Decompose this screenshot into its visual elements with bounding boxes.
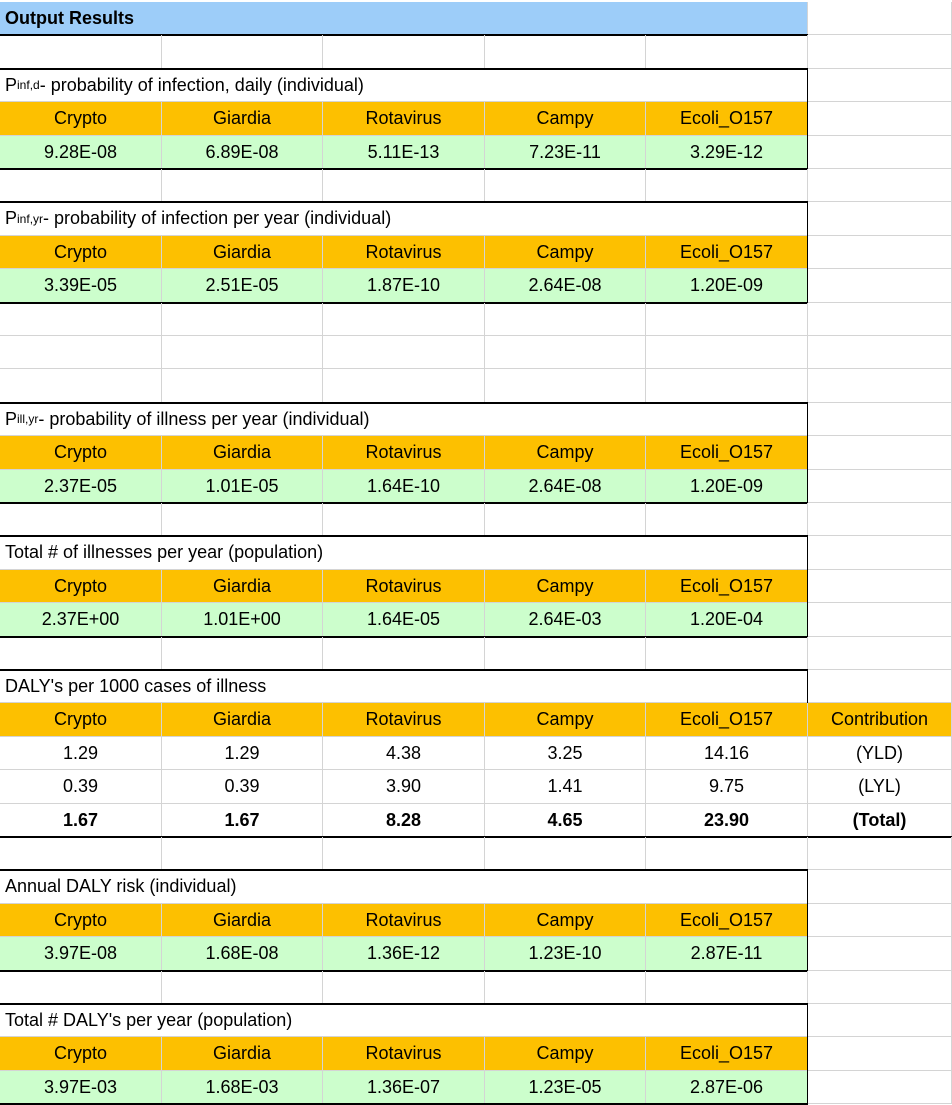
- daly-value-cell[interactable]: 3.90: [323, 770, 485, 804]
- empty-cell[interactable]: [0, 503, 162, 536]
- empty-cell[interactable]: [808, 35, 952, 69]
- pathogen-header[interactable]: Giardia: [162, 570, 323, 603]
- value-cell[interactable]: 5.11E-13: [323, 136, 485, 169]
- value-cell[interactable]: 1.20E-09: [646, 470, 808, 503]
- pathogen-header[interactable]: Giardia: [162, 436, 323, 470]
- section-label[interactable]: [0, 69, 808, 102]
- empty-cell[interactable]: [323, 503, 485, 536]
- value-cell[interactable]: 7.23E-11: [485, 136, 646, 169]
- pathogen-header[interactable]: Crypto: [0, 1037, 162, 1071]
- value-cell[interactable]: 1.36E-12: [323, 937, 485, 971]
- empty-cell[interactable]: [485, 336, 646, 369]
- pathogen-header[interactable]: Campy: [485, 570, 646, 603]
- empty-cell[interactable]: [808, 503, 952, 536]
- value-cell[interactable]: 2.87E-06: [646, 1071, 808, 1104]
- section-label-text: - probability of illness per year (individual): [38, 408, 370, 429]
- value-cell[interactable]: 2.64E-08: [485, 470, 646, 503]
- empty-cell[interactable]: [808, 603, 952, 637]
- empty-cell[interactable]: [808, 536, 952, 570]
- section-label[interactable]: DALY's per 1000 cases of illness: [0, 670, 808, 703]
- value-cell[interactable]: 3.29E-12: [646, 136, 808, 169]
- empty-cell[interactable]: [646, 169, 808, 202]
- value-cell[interactable]: 1.68E-08: [162, 937, 323, 971]
- empty-cell[interactable]: [808, 904, 952, 937]
- empty-cell[interactable]: [646, 971, 808, 1004]
- daly-value-cell[interactable]: 1.41: [485, 770, 646, 804]
- daly-value-cell[interactable]: 9.75: [646, 770, 808, 804]
- value-cell[interactable]: 6.89E-08: [162, 136, 323, 169]
- pathogen-header[interactable]: Ecoli_O157: [646, 102, 808, 136]
- empty-cell[interactable]: [0, 35, 162, 69]
- empty-cell[interactable]: [808, 436, 952, 470]
- table-border: [807, 869, 808, 971]
- empty-cell[interactable]: [323, 837, 485, 870]
- pathogen-header[interactable]: Rotavirus: [323, 703, 485, 737]
- table-border: [807, 535, 808, 637]
- section-label-subscript: inf,d: [17, 78, 40, 92]
- section-label-subscript: inf,yr: [17, 211, 44, 226]
- empty-cell[interactable]: [485, 169, 646, 202]
- value-cell[interactable]: 3.97E-03: [0, 1071, 162, 1104]
- empty-cell[interactable]: [646, 369, 808, 403]
- pathogen-header[interactable]: Rotavirus: [323, 1037, 485, 1071]
- daly-value-cell[interactable]: 1.67: [162, 804, 323, 837]
- empty-cell[interactable]: [162, 837, 323, 870]
- table-border: [807, 669, 808, 703]
- empty-cell[interactable]: [323, 303, 485, 336]
- pathogen-header[interactable]: Campy: [485, 703, 646, 737]
- value-cell[interactable]: 3.39E-05: [0, 269, 162, 303]
- pathogen-header[interactable]: Campy: [485, 904, 646, 937]
- empty-cell[interactable]: [0, 336, 162, 369]
- section-label-main: Total # of illnesses per year (population): [5, 542, 324, 562]
- table-border: [0, 869, 808, 871]
- pathogen-header[interactable]: Campy: [485, 436, 646, 470]
- empty-cell[interactable]: [808, 1004, 952, 1037]
- pathogen-header[interactable]: Ecoli_O157: [646, 236, 808, 269]
- section-label[interactable]: [0, 202, 808, 236]
- empty-cell[interactable]: [485, 837, 646, 870]
- empty-cell[interactable]: [808, 670, 952, 703]
- value-cell[interactable]: 1.23E-05: [485, 1071, 646, 1104]
- empty-cell[interactable]: [808, 69, 952, 102]
- pathogen-header[interactable]: Crypto: [0, 236, 162, 269]
- section-label-subscript: ill,yr: [17, 412, 39, 426]
- value-cell[interactable]: 9.28E-08: [0, 136, 162, 169]
- section-label-main: P: [5, 208, 18, 228]
- empty-cell[interactable]: [808, 403, 952, 436]
- empty-cell[interactable]: [808, 369, 952, 403]
- empty-cell[interactable]: [808, 102, 952, 136]
- section-label-main: P: [5, 408, 18, 429]
- empty-cell[interactable]: [808, 837, 952, 870]
- empty-cell[interactable]: [0, 637, 162, 670]
- empty-cell[interactable]: [646, 35, 808, 69]
- pathogen-header[interactable]: Ecoli_O157: [646, 1037, 808, 1071]
- table-border: [0, 1003, 808, 1005]
- daly-value-cell[interactable]: 8.28: [323, 804, 485, 837]
- value-cell[interactable]: 3.97E-08: [0, 937, 162, 971]
- section-label[interactable]: Annual DALY risk (individual): [0, 870, 808, 904]
- table-border: [807, 68, 808, 169]
- pathogen-header[interactable]: Ecoli_O157: [646, 436, 808, 470]
- empty-cell[interactable]: [162, 169, 323, 202]
- empty-cell[interactable]: [162, 336, 323, 369]
- value-cell[interactable]: 2.87E-11: [646, 937, 808, 971]
- empty-cell[interactable]: [0, 303, 162, 336]
- pathogen-header[interactable]: Crypto: [0, 436, 162, 470]
- empty-cell[interactable]: [808, 269, 952, 303]
- empty-cell[interactable]: [808, 870, 952, 904]
- empty-cell[interactable]: [323, 35, 485, 69]
- pathogen-header[interactable]: Campy: [485, 1037, 646, 1071]
- pathogen-header[interactable]: Crypto: [0, 102, 162, 136]
- pathogen-header[interactable]: Rotavirus: [323, 436, 485, 470]
- empty-cell[interactable]: [646, 637, 808, 670]
- pathogen-header[interactable]: Crypto: [0, 703, 162, 737]
- contribution-header[interactable]: Contribution: [808, 703, 952, 737]
- table-border: [0, 402, 808, 404]
- table-border: [807, 201, 808, 303]
- value-cell[interactable]: 2.37E-05: [0, 470, 162, 503]
- empty-cell[interactable]: [485, 35, 646, 69]
- empty-cell[interactable]: [808, 2, 952, 35]
- daly-value-cell[interactable]: 4.65: [485, 804, 646, 837]
- daly-value-cell[interactable]: 0.39: [162, 770, 323, 804]
- pathogen-header[interactable]: Campy: [485, 236, 646, 269]
- empty-cell[interactable]: [646, 303, 808, 336]
- empty-cell[interactable]: [323, 971, 485, 1004]
- empty-cell[interactable]: [323, 637, 485, 670]
- empty-cell[interactable]: [323, 169, 485, 202]
- section-label-main: P: [5, 74, 18, 95]
- empty-cell[interactable]: [485, 303, 646, 336]
- table-border: [0, 201, 808, 203]
- daly-value-cell[interactable]: 14.16: [646, 737, 808, 770]
- section-label[interactable]: [0, 536, 808, 570]
- value-cell[interactable]: 1.36E-07: [323, 1071, 485, 1104]
- pathogen-header[interactable]: Ecoli_O157: [646, 904, 808, 937]
- empty-cell[interactable]: [646, 503, 808, 536]
- empty-cell[interactable]: [808, 971, 952, 1004]
- pathogen-header[interactable]: Giardia: [162, 236, 323, 269]
- empty-cell[interactable]: [808, 637, 952, 670]
- value-cell[interactable]: 2.64E-03: [485, 603, 646, 637]
- daly-kind-cell[interactable]: (Total): [808, 804, 952, 837]
- empty-cell[interactable]: [162, 35, 323, 69]
- empty-cell[interactable]: [162, 637, 323, 670]
- empty-cell[interactable]: [808, 202, 952, 236]
- daly-kind-cell[interactable]: (LYL): [808, 770, 952, 804]
- empty-cell[interactable]: [162, 303, 323, 336]
- empty-cell[interactable]: [808, 336, 952, 369]
- empty-cell[interactable]: [162, 971, 323, 1004]
- value-cell[interactable]: 1.23E-10: [485, 937, 646, 971]
- pathogen-header[interactable]: Rotavirus: [323, 102, 485, 136]
- value-cell[interactable]: 1.87E-10: [323, 269, 485, 303]
- sheet-title[interactable]: Output Results: [0, 2, 808, 35]
- value-cell[interactable]: 1.68E-03: [162, 1071, 323, 1104]
- daly-kind-cell[interactable]: (YLD): [808, 737, 952, 770]
- value-cell[interactable]: 1.20E-04: [646, 603, 808, 637]
- value-cell[interactable]: 1.01E+00: [162, 603, 323, 637]
- empty-cell[interactable]: [808, 303, 952, 336]
- daly-value-cell[interactable]: 1.29: [0, 737, 162, 770]
- section-label[interactable]: Total # DALY's per year (population): [0, 1004, 808, 1037]
- pathogen-header[interactable]: Crypto: [0, 570, 162, 603]
- daly-value-cell[interactable]: 4.38: [323, 737, 485, 770]
- empty-cell[interactable]: [808, 236, 952, 269]
- daly-value-cell[interactable]: 1.67: [0, 804, 162, 837]
- empty-cell[interactable]: [808, 937, 952, 971]
- pathogen-header[interactable]: Ecoli_O157: [646, 570, 808, 603]
- daly-value-cell[interactable]: 23.90: [646, 804, 808, 837]
- empty-cell[interactable]: [485, 369, 646, 403]
- section-label-text: - probability of infection per year (individual): [43, 208, 392, 228]
- empty-cell[interactable]: [323, 369, 485, 403]
- empty-cell[interactable]: [808, 470, 952, 503]
- empty-cell[interactable]: [485, 637, 646, 670]
- empty-cell[interactable]: [0, 369, 162, 403]
- empty-cell[interactable]: [323, 336, 485, 369]
- pathogen-header[interactable]: Rotavirus: [323, 904, 485, 937]
- table-border: [0, 535, 808, 537]
- empty-cell[interactable]: [485, 971, 646, 1004]
- empty-cell[interactable]: [808, 136, 952, 169]
- table-border: [0, 669, 808, 671]
- pathogen-header[interactable]: Rotavirus: [323, 236, 485, 269]
- pathogen-header[interactable]: Crypto: [0, 904, 162, 937]
- daly-value-cell[interactable]: 0.39: [0, 770, 162, 804]
- empty-cell[interactable]: [646, 336, 808, 369]
- value-cell[interactable]: 2.37E+00: [0, 603, 162, 637]
- value-cell[interactable]: 2.64E-08: [485, 269, 646, 303]
- empty-cell[interactable]: [808, 169, 952, 202]
- pathogen-header[interactable]: Rotavirus: [323, 570, 485, 603]
- empty-cell[interactable]: [808, 1071, 952, 1104]
- pathogen-header[interactable]: Campy: [485, 102, 646, 136]
- empty-cell[interactable]: [0, 169, 162, 202]
- empty-cell[interactable]: [808, 570, 952, 603]
- value-cell[interactable]: 1.01E-05: [162, 470, 323, 503]
- daly-value-cell[interactable]: 3.25: [485, 737, 646, 770]
- section-label-text: - probability of infection, daily (individual): [39, 74, 364, 95]
- value-cell[interactable]: 1.64E-05: [323, 603, 485, 637]
- table-border: [807, 1003, 808, 1104]
- empty-cell[interactable]: [485, 503, 646, 536]
- value-cell[interactable]: 1.20E-09: [646, 269, 808, 303]
- value-cell[interactable]: 2.51E-05: [162, 269, 323, 303]
- pathogen-header[interactable]: Giardia: [162, 102, 323, 136]
- empty-cell[interactable]: [646, 837, 808, 870]
- empty-cell[interactable]: [808, 1037, 952, 1071]
- empty-cell[interactable]: [0, 971, 162, 1004]
- pathogen-header[interactable]: Ecoli_O157: [646, 703, 808, 737]
- daly-value-cell[interactable]: 1.29: [162, 737, 323, 770]
- pathogen-header[interactable]: Giardia: [162, 703, 323, 737]
- table-border: [0, 68, 808, 70]
- pathogen-header[interactable]: Giardia: [162, 904, 323, 937]
- section-label[interactable]: [0, 403, 808, 436]
- empty-cell[interactable]: [162, 369, 323, 403]
- pathogen-header[interactable]: Giardia: [162, 1037, 323, 1071]
- empty-cell[interactable]: [162, 503, 323, 536]
- value-cell[interactable]: 1.64E-10: [323, 470, 485, 503]
- table-border: [807, 402, 808, 503]
- empty-cell[interactable]: [0, 837, 162, 870]
